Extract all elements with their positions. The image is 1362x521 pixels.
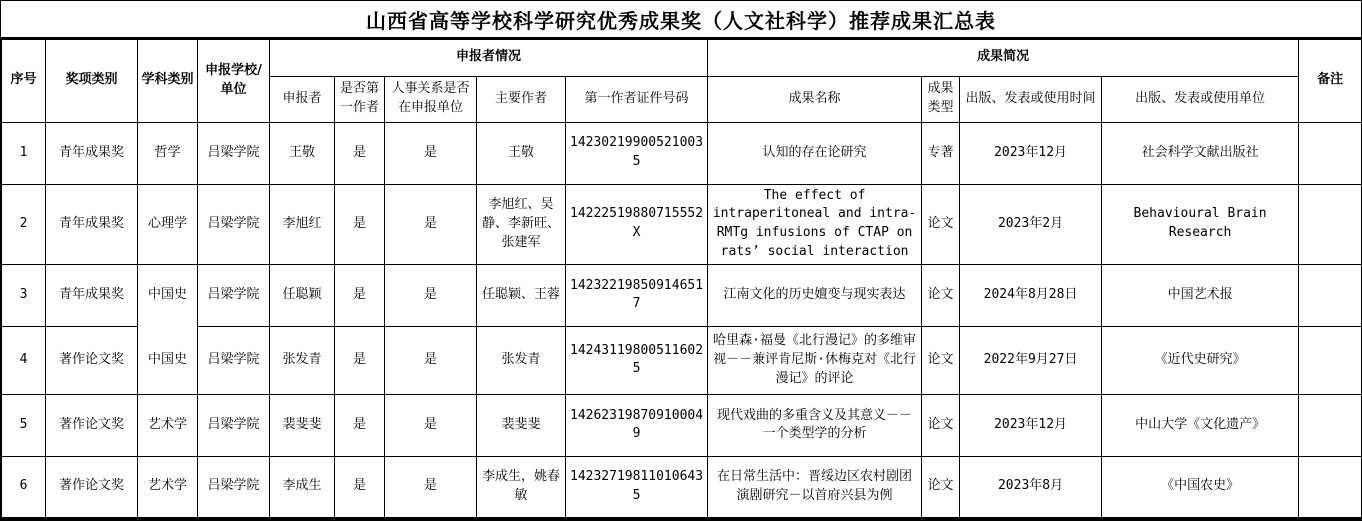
award-cell: 著作论文奖 (46, 456, 138, 518)
seq-cell: 6 (2, 456, 46, 518)
result-name-cell: 认知的存在论研究 (708, 122, 922, 184)
id-number-cell: 142322198509146517 (566, 264, 708, 326)
result-name-cell: 在日常生活中：晋绥边区农村剧团演剧研究－以首府兴县为例 (708, 456, 922, 518)
pub-time-cell: 2022年9月27日 (960, 326, 1102, 394)
award-cell: 青年成果奖 (46, 264, 138, 326)
header-subject-category: 学科类别 (138, 40, 198, 122)
hr-in-unit-cell: 是 (385, 264, 477, 326)
subject-cell: 心理学 (138, 184, 198, 264)
header-result-type: 成果类型 (922, 76, 960, 122)
is-first-author-cell: 是 (335, 456, 385, 518)
is-first-author-cell: 是 (335, 394, 385, 456)
result-type-cell: 论文 (922, 394, 960, 456)
is-first-author-cell: 是 (335, 326, 385, 394)
pub-time-cell: 2023年8月 (960, 456, 1102, 518)
is-first-author-cell: 是 (335, 122, 385, 184)
school-cell: 吕梁学院 (198, 184, 270, 264)
pub-unit-cell: 中国艺术报 (1102, 264, 1299, 326)
seq-cell: 3 (2, 264, 46, 326)
header-applicant: 申报者 (270, 76, 335, 122)
result-type-cell: 论文 (922, 184, 960, 264)
main-authors-cell: 王敬 (477, 122, 566, 184)
header-result-name: 成果名称 (708, 76, 922, 122)
pub-time-cell: 2024年8月28日 (960, 264, 1102, 326)
applicant-cell: 任聪颖 (270, 264, 335, 326)
result-name-cell: The effect of intraperitoneal and intra-RMTg infusions of CTAP on rats’ social interaction (708, 184, 922, 264)
school-cell: 吕梁学院 (198, 394, 270, 456)
header-applicant-group: 申报者情况 (270, 40, 708, 76)
pub-unit-cell: 中山大学《文化遗产》 (1102, 394, 1299, 456)
seq-cell: 1 (2, 122, 46, 184)
award-cell: 著作论文奖 (46, 394, 138, 456)
pub-time-cell: 2023年12月 (960, 394, 1102, 456)
main-authors-cell: 李旭红、吴静、李新旺、张建军 (477, 184, 566, 264)
header-row-groups (2, 40, 1362, 76)
header-is-first-author: 是否第一作者 (335, 76, 385, 122)
remark-cell (1299, 122, 1362, 184)
subject-cell: 中国史 (138, 264, 198, 326)
header-hr-in-unit: 人事关系是否在申报单位 (385, 76, 477, 122)
school-cell: 吕梁学院 (198, 326, 270, 394)
hr-in-unit-cell: 是 (385, 456, 477, 518)
award-cell: 青年成果奖 (46, 184, 138, 264)
header-school: 申报学校/单位 (198, 40, 270, 122)
school-cell: 吕梁学院 (198, 264, 270, 326)
pub-unit-cell: 社会科学文献出版社 (1102, 122, 1299, 184)
header-seq: 序号 (2, 40, 46, 122)
main-authors-cell: 任聪颖、王蓉 (477, 264, 566, 326)
hr-in-unit-cell: 是 (385, 184, 477, 264)
header-main-authors: 主要作者 (477, 76, 566, 122)
is-first-author-cell: 是 (335, 264, 385, 326)
id-number-cell: 142623198709100049 (566, 394, 708, 456)
table-row (2, 394, 1362, 456)
table-row (2, 326, 1362, 394)
pub-time-cell: 2023年2月 (960, 184, 1102, 264)
seq-cell: 4 (2, 326, 46, 394)
page-title: 山西省高等学校科学研究优秀成果奖（人文社科学）推荐成果汇总表 (1, 1, 1361, 40)
remark-cell (1299, 326, 1362, 394)
hr-in-unit-cell: 是 (385, 394, 477, 456)
id-number-cell: 142327198110106435 (566, 456, 708, 518)
applicant-cell: 李成生 (270, 456, 335, 518)
result-name-cell: 哈里森·福曼《北行漫记》的多维审视－－兼评肯尼斯·休梅克对《北行漫记》的评论 (708, 326, 922, 394)
remark-cell (1299, 184, 1362, 264)
award-cell: 青年成果奖 (46, 122, 138, 184)
hr-in-unit-cell: 是 (385, 326, 477, 394)
applicant-cell: 裴斐斐 (270, 394, 335, 456)
result-type-cell: 论文 (922, 326, 960, 394)
id-number-cell: 142431198005116025 (566, 326, 708, 394)
subject-cell: 哲学 (138, 122, 198, 184)
pub-unit-cell: 《近代史研究》 (1102, 326, 1299, 394)
pub-unit-cell: 《中国农史》 (1102, 456, 1299, 518)
seq-cell: 2 (2, 184, 46, 264)
result-type-cell: 论文 (922, 456, 960, 518)
award-cell: 著作论文奖 (46, 326, 138, 394)
header-result-group: 成果简况 (708, 40, 1299, 76)
pub-time-cell: 2023年12月 (960, 122, 1102, 184)
table-row (2, 456, 1362, 518)
header-award-category: 奖项类别 (46, 40, 138, 122)
header-remark: 备注 (1299, 40, 1362, 122)
id-number-cell: 142302199005210035 (566, 122, 708, 184)
table-row (2, 264, 1362, 326)
pub-unit-cell: Behavioural Brain Research (1102, 184, 1299, 264)
school-cell: 吕梁学院 (198, 456, 270, 518)
table-row (2, 184, 1362, 264)
is-first-author-cell: 是 (335, 184, 385, 264)
subject-cell: 中国史 (138, 326, 198, 394)
remark-cell (1299, 264, 1362, 326)
remark-cell (1299, 394, 1362, 456)
header-first-author-id: 第一作者证件号码 (566, 76, 708, 122)
result-name-cell: 现代戏曲的多重含义及其意义－－一个类型学的分析 (708, 394, 922, 456)
applicant-cell: 张发青 (270, 326, 335, 394)
applicant-cell: 王敬 (270, 122, 335, 184)
result-type-cell: 专著 (922, 122, 960, 184)
subject-cell: 艺术学 (138, 394, 198, 456)
result-type-cell: 论文 (922, 264, 960, 326)
results-table (1, 40, 1362, 520)
result-name-cell: 江南文化的历史嬗变与现实表达 (708, 264, 922, 326)
table-row (2, 122, 1362, 184)
applicant-cell: 李旭红 (270, 184, 335, 264)
id-number-cell: 14222519880715552X (566, 184, 708, 264)
header-pub-time: 出版、发表或使用时间 (960, 76, 1102, 122)
subject-cell: 艺术学 (138, 456, 198, 518)
seq-cell: 5 (2, 394, 46, 456)
main-authors-cell: 李成生，姚春敏 (477, 456, 566, 518)
hr-in-unit-cell: 是 (385, 122, 477, 184)
school-cell: 吕梁学院 (198, 122, 270, 184)
header-pub-unit: 出版、发表或使用单位 (1102, 76, 1299, 122)
remark-cell (1299, 456, 1362, 518)
main-authors-cell: 张发青 (477, 326, 566, 394)
main-authors-cell: 裴斐斐 (477, 394, 566, 456)
